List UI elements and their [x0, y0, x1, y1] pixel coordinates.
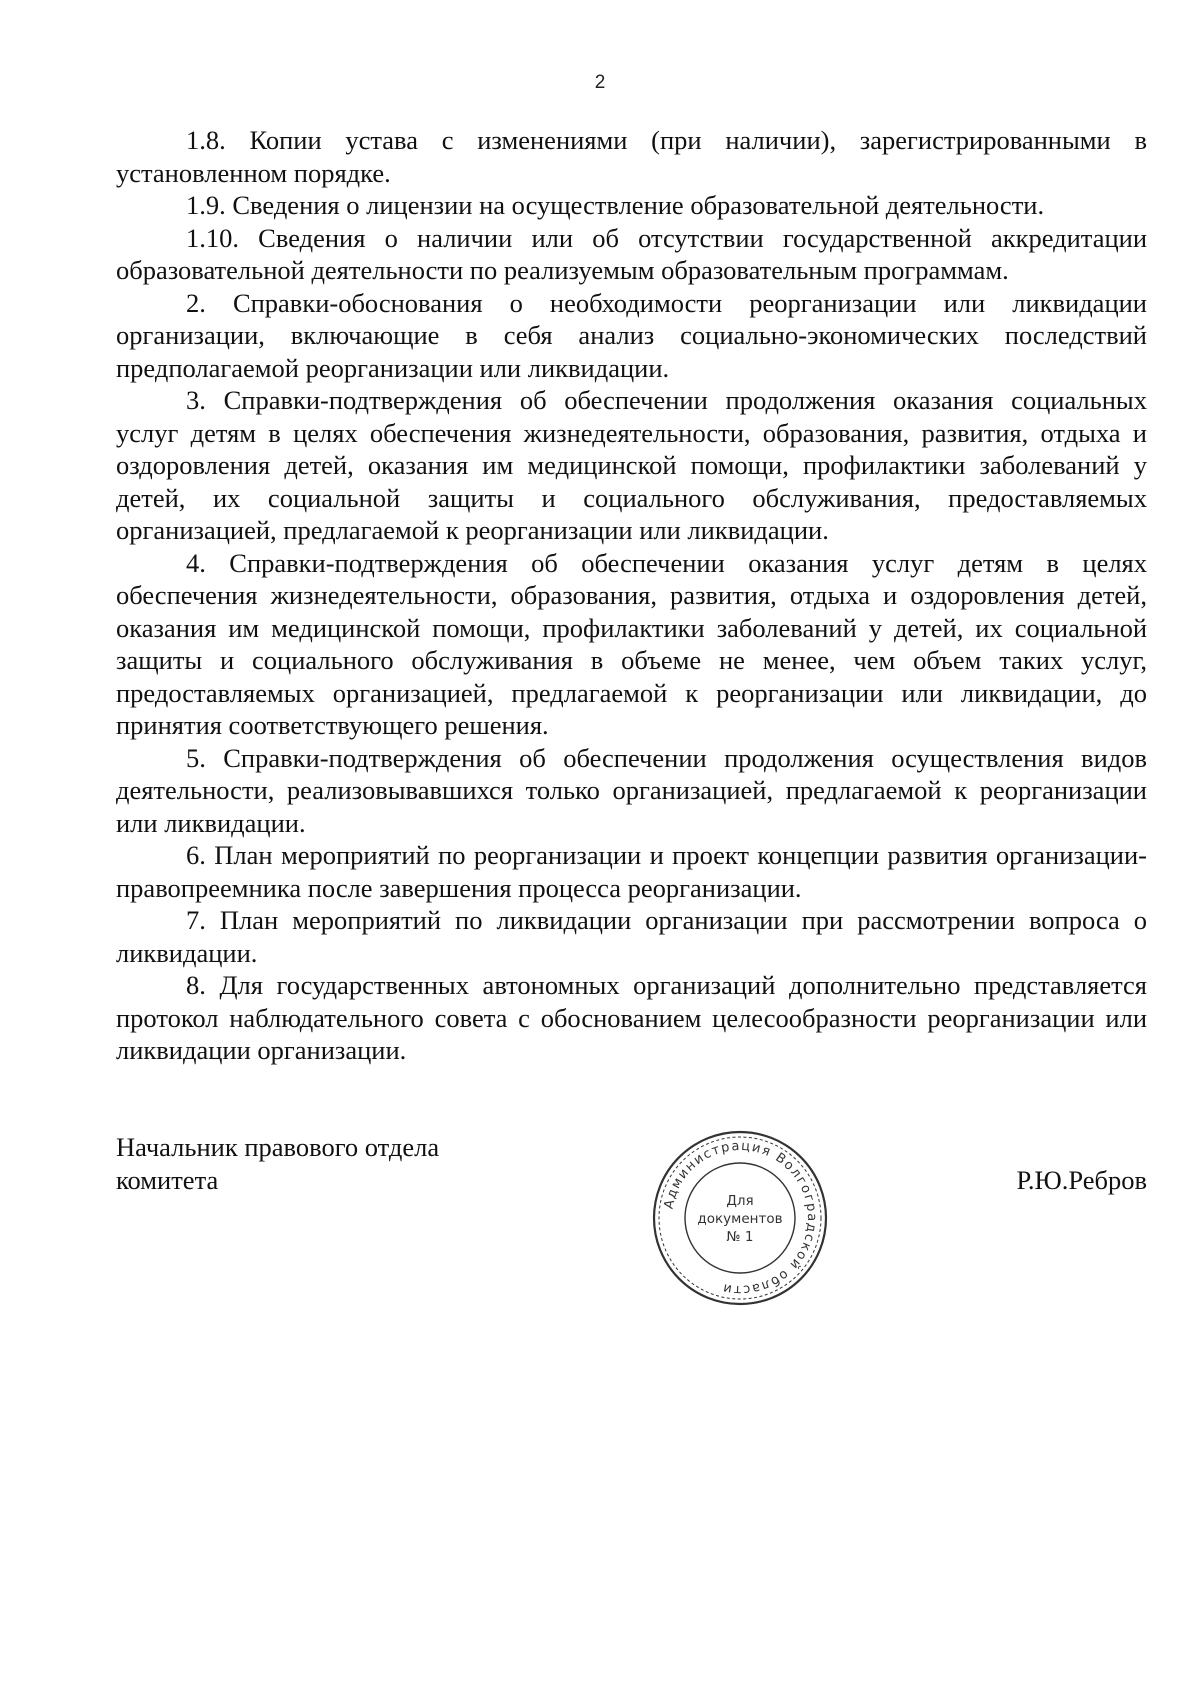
paragraph-4: 4. Справки-подтверждения об обеспечении оказания услуг детям в целях обеспечения жизнедеятельности, образования, развития, отдыха и оздоровления детей, оказания им медицинской помощи, профилактики заболеваний у детей, их социальной защиты и социального обслуживания в объеме не менее, чем объем таких услуг, предоставляемых организацией, предлагаемой к реорганизации или ликвидации, до принятия соответствующего решения. [116, 547, 1147, 740]
paragraph-8: 8. Для государственных автономных организаций дополнительно представляется протокол наблюдательного совета с обоснованием целесообразности реорганизации или ликвидации организации. [116, 970, 1147, 1065]
stamp-outer-text: Администрация Волгоградской области [661, 1138, 820, 1298]
stamp-inner-line-1: Для [726, 1193, 754, 1209]
signatory-title-line-2: комитета [116, 1164, 219, 1195]
stamp-inner-line-3: № 1 [726, 1229, 754, 1245]
page-number: 2 [594, 72, 606, 93]
signatory-name: Р.Ю.Ребров [1016, 1165, 1147, 1195]
paragraph-1-10: 1.10. Сведения о наличии или об отсутствии государственной аккредитации образовательной деятельности по реализуемым образовательным программам. [116, 222, 1147, 285]
signatory-title-line-1: Начальник правового отдела [116, 1132, 440, 1162]
paragraph-3: 3. Справки-подтверждения об обеспечении продолжения оказания социальных услуг детям в целях обеспечения жизнедеятельности, образования, развития, отдыха и оздоровления детей, оказания им медицинской помощи, профилактики заболеваний у детей, их социальной защиты и социального обслуживания, предоставляемых организацией, предлагаемой к реорганизации или ликвидации. [116, 385, 1147, 545]
paragraph-2: 2. Справки-обоснования о необходимости реорганизации или ликвидации организации, включающие в себя анализ социально-экономических последствий предполагаемой реорганизации или ликвидации. [116, 287, 1147, 383]
paragraph-7: 7. План мероприятий по ликвидации организации при рассмотрении вопроса о ликвидации. [116, 905, 1147, 968]
document-body [116, 124, 1147, 1067]
paragraph-1-9: 1.9. Сведения о лицензии на осуществление образовательной деятельности. [186, 190, 1045, 220]
signatory-title [116, 1131, 439, 1196]
official-stamp [650, 1128, 830, 1308]
paragraph-1-8: 1.8. Копии устава с изменениями (при наличии), зарегистрированными в установленном порядке. [116, 125, 1147, 188]
stamp-inner-line-2: документов [697, 1211, 783, 1227]
paragraph-6: 6. План мероприятий по реорганизации и проект концепции развития организации-правопреемника после завершения процесса реорганизации. [116, 840, 1147, 903]
paragraph-5: 5. Справки-подтверждения об обеспечении продолжения осуществления видов деятельности, реализовывавшихся только организацией, предлагаемой к реорганизации или ликвидации. [116, 742, 1147, 838]
